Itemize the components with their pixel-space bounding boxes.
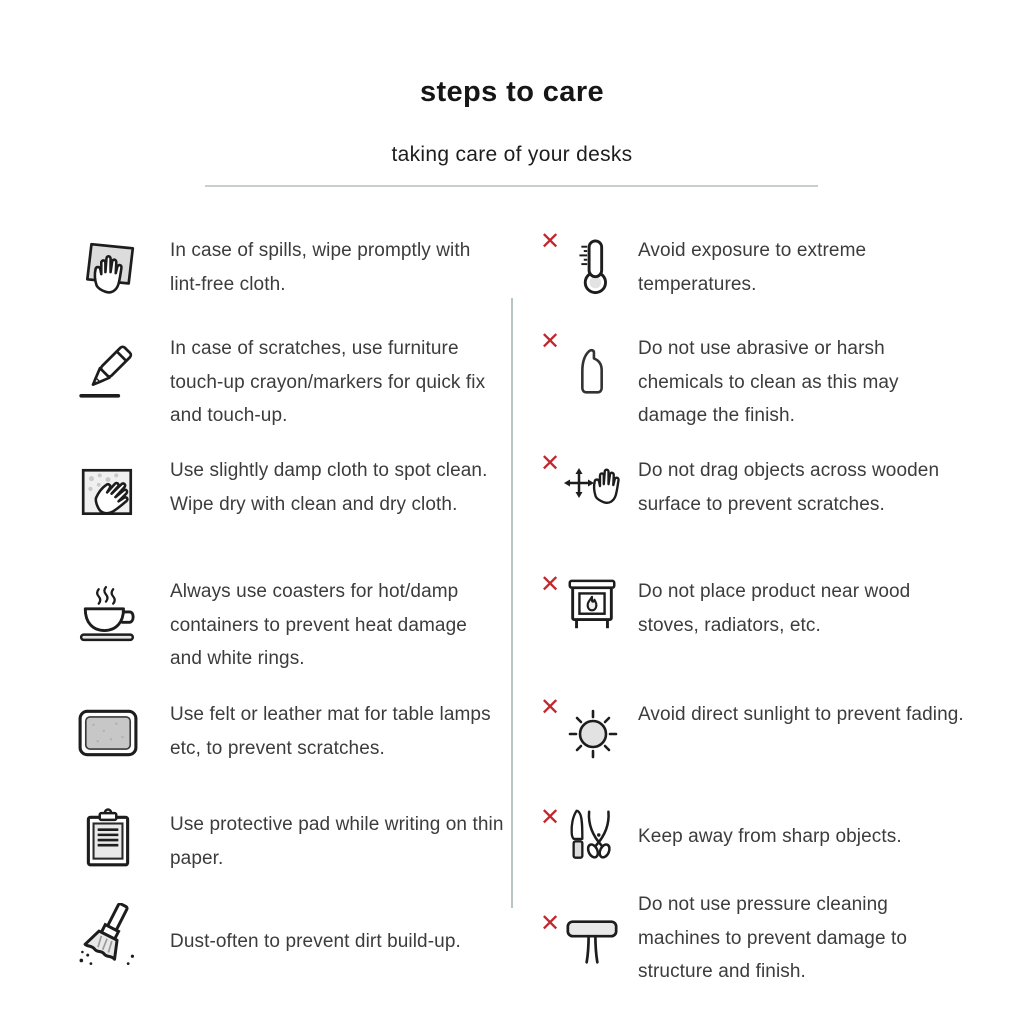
care-item-text: Keep away from sharp objects.: [638, 826, 902, 847]
wipe-cloth-icon: [77, 238, 139, 300]
care-item-spills: [73, 230, 548, 301]
icon-box: [540, 693, 638, 762]
care-item-text: Avoid direct sunlight to prevent fading.: [638, 704, 964, 725]
drag-hand-icon: [563, 458, 625, 516]
care-item-scratches: [73, 330, 548, 433]
icon-box: [73, 573, 170, 645]
care-item-temperature: [540, 227, 1015, 301]
prohibited-x-icon: ✕: [540, 327, 561, 355]
sun-icon: [563, 702, 623, 762]
icon-box: [540, 449, 638, 516]
prohibited-x-icon: ✕: [540, 693, 561, 721]
icon-box: [540, 570, 638, 635]
sharp-objects-icon: [563, 806, 621, 864]
chemical-bottle-icon: [563, 342, 621, 400]
wood-stove-icon: [563, 577, 621, 635]
care-item-sunlight: [540, 693, 1015, 762]
care-item-text: In case of scratches, use furniture touch-up crayon/markers for quick fix and touch-up.: [170, 338, 486, 426]
icon-box: [73, 230, 170, 300]
prohibited-x-icon: ✕: [540, 803, 561, 831]
prohibited-x-icon: ✕: [540, 227, 561, 255]
care-item-text: Do not place product near wood stoves, radiators, etc.: [638, 581, 911, 636]
damp-cloth-icon: [77, 462, 139, 524]
icon-box: [540, 886, 638, 970]
care-item-text: In case of spills, wipe promptly with lint-free cloth.: [170, 240, 471, 295]
care-item-protective-pad: [73, 806, 548, 875]
clipboard-icon: [77, 808, 139, 870]
care-item-text: Use protective pad while writing on thin paper.: [170, 814, 504, 869]
icon-box: [540, 327, 638, 400]
icon-box: [73, 806, 170, 870]
pressure-cleaner-icon: [563, 912, 621, 970]
care-item-coasters: [73, 573, 548, 676]
icon-box: [73, 696, 170, 764]
care-item-damp-cloth: [73, 452, 548, 524]
title-divider-line: [205, 185, 818, 187]
care-item-pressure-cleaning: [540, 886, 1015, 989]
care-item-text: Always use coasters for hot/damp containers to prevent heat damage and white rings.: [170, 581, 467, 669]
care-item-wood-stoves: [540, 570, 1015, 642]
care-item-text: Avoid exposure to extreme temperatures.: [638, 240, 867, 295]
prohibited-x-icon: ✕: [540, 570, 561, 598]
prohibited-x-icon: ✕: [540, 909, 561, 937]
coffee-cup-icon: [77, 583, 139, 645]
felt-mat-icon: [77, 702, 139, 764]
thermometer-icon: [563, 238, 621, 296]
prohibited-x-icon: ✕: [540, 449, 561, 477]
dust-brush-icon: [77, 903, 141, 969]
care-item-text: Use felt or leather mat for table lamps etc, to prevent scratches.: [170, 704, 491, 759]
care-item-text: Use slightly damp cloth to spot clean. Wipe dry with clean and dry cloth.: [170, 460, 488, 515]
page-subtitle: taking care of your desks: [391, 143, 633, 166]
icon-box: [540, 803, 638, 864]
icon-box: [73, 330, 170, 402]
care-item-dragging: [540, 449, 1015, 521]
touch-up-crayon-icon: [77, 340, 139, 402]
icon-box: [73, 452, 170, 524]
care-item-chemicals: [540, 327, 1015, 433]
care-item-text: Do not use pressure cleaning machines to prevent damage to structure and finish.: [638, 894, 908, 982]
care-item-felt-mat: [73, 696, 548, 765]
care-item-text: Do not drag objects across wooden surface to prevent scratches.: [638, 460, 940, 515]
icon-box: [540, 227, 638, 296]
care-item-sharp-objects: [540, 803, 1015, 864]
page-title: steps to care: [419, 76, 605, 108]
care-item-text: Dust-often to prevent dirt build-up.: [170, 931, 461, 952]
care-item-text: Do not use abrasive or harsh chemicals to clean as this may damage the finish.: [638, 338, 899, 426]
icon-box: [73, 903, 170, 969]
care-item-dusting: [73, 903, 548, 969]
